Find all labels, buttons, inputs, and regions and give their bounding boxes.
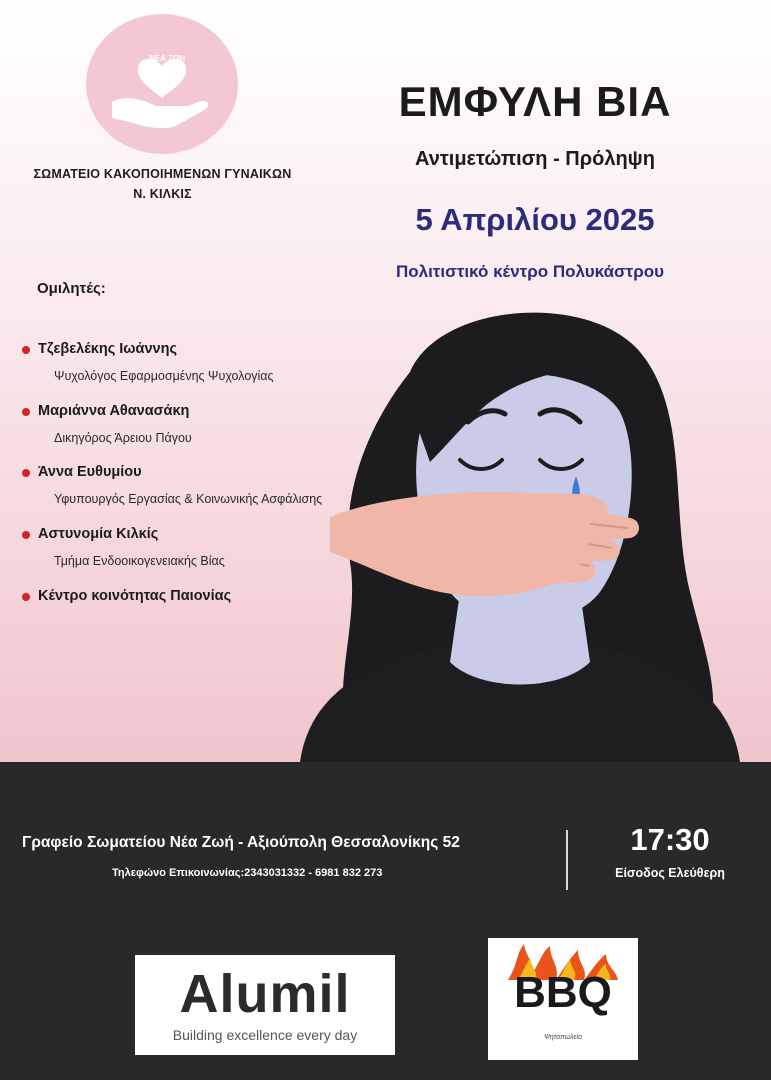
organization-logo: [86, 14, 238, 154]
office-address: Γραφείο Σωματείου Νέα Ζωή - Αξιούπολη Θεσσαλονίκης 52: [22, 834, 460, 851]
bullet-icon: [22, 408, 30, 416]
event-date: 5 Απριλίου 2025: [415, 202, 655, 237]
speaker-name: Μαριάννα Αθανασάκη: [38, 403, 190, 419]
alumil-tagline: Building excellence every day: [172, 1027, 358, 1043]
speakers-heading: Ομιλητές:: [37, 280, 106, 297]
heart-hand-icon: [86, 14, 238, 154]
event-title: ΕΜΦΥΛΗ ΒΙΑ: [398, 78, 672, 125]
speaker-role: Τμήμα Ενδοοικογενειακής Βίας: [54, 554, 225, 568]
organization-name: [30, 164, 295, 204]
logo-text: ΝΕΑ ΖΩΗ: [149, 54, 186, 63]
bullet-icon: [22, 531, 30, 539]
event-time: 17:30: [630, 822, 710, 857]
event-subtitle: Αντιμετώπιση - Πρόληψη: [415, 148, 655, 170]
speaker-name: Κέντρο κοινότητας Παιονίας: [38, 588, 232, 604]
speaker-name: Τζεβελέκης Ιωάννης: [38, 341, 177, 357]
organization-name-line1: ΣΩΜΑΤΕΙΟ ΚΑΚΟΠΟΙΗΜΕΝΩΝ ΓΥΝΑΙΚΩΝ: [33, 167, 292, 181]
bbq-subtext: Ψητοπωλείο: [543, 1034, 583, 1041]
sponsor-bbq-logo: [488, 938, 638, 1060]
divider: [566, 830, 568, 890]
woman-silenced-illustration: [290, 292, 750, 762]
organization-name-line2: Ν. ΚΙΛΚΙΣ: [133, 187, 192, 201]
bbq-wordmark: BBQ: [514, 968, 612, 1017]
speaker-name: Άννα Ευθυμίου: [38, 464, 142, 480]
speaker-role: Δικηγόρος Άρειου Πάγου: [54, 431, 192, 445]
sponsor-alumil-logo: [135, 955, 395, 1055]
bullet-icon: [22, 469, 30, 477]
bullet-icon: [22, 593, 30, 601]
bullet-icon: [22, 346, 30, 354]
entry-note: Είσοδος Ελεύθερη: [615, 866, 725, 880]
speaker-role: Υφυπουργός Εργασίας & Κοινωνικής Ασφάλισης: [54, 492, 323, 506]
contact-phone: Τηλεφώνο Επικοινωνίας:2343031332 - 6981 832 273: [112, 867, 383, 879]
alumil-wordmark: Alumil: [179, 964, 351, 1024]
event-venue: Πολιτιστικό κέντρο Πολυκάστρου: [395, 262, 665, 281]
speaker-role: Ψυχολόγος Εφαρμοσμένης Ψυχολογίας: [54, 369, 274, 383]
speaker-name: Αστυνομία Κιλκίς: [38, 526, 159, 542]
